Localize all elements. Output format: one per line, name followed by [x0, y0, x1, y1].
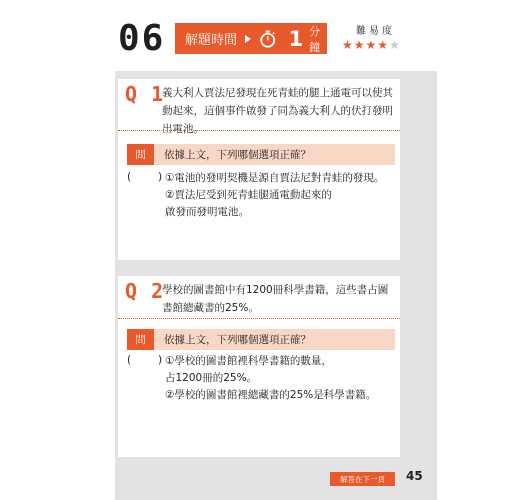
star-filled-icon: ★ — [365, 38, 378, 52]
ask-text: 依據上文，下列哪個選項正確？ — [164, 149, 311, 161]
option-2: ②賈法尼受到死青蛙腿通電動起來的啟發而發明電池。 — [165, 189, 332, 218]
answer-blank-close: ) — [158, 171, 163, 183]
ask-tag: 問 — [127, 329, 154, 350]
divider — [118, 130, 400, 131]
question-card-1 — [118, 79, 400, 260]
difficulty-label: 難易度 — [356, 26, 395, 37]
option-1: ①學校的圖書館裡科學書籍的數量，占1200冊的25%。 — [165, 355, 332, 384]
lesson-number: 06 — [118, 18, 166, 59]
ask-tag: 問 — [127, 144, 154, 165]
question-label: Q 2 — [125, 279, 165, 303]
difficulty-stars — [342, 38, 401, 52]
next-page-label: 解答在下一頁 — [330, 472, 395, 486]
page-number: 45 — [406, 469, 423, 483]
ask-bar — [127, 329, 395, 350]
ask-bar — [127, 144, 395, 165]
timer-value: 1 — [288, 26, 304, 51]
question-card-2 — [118, 276, 400, 457]
timer-banner — [175, 23, 327, 54]
star-filled-icon: ★ — [342, 38, 354, 52]
star-filled-icon: ★ — [377, 38, 390, 52]
timer-label: 解題時間 — [185, 33, 238, 48]
ask-text: 依據上文，下列哪個選項正確？ — [164, 334, 311, 346]
star-filled-icon: ★ — [353, 38, 366, 52]
answer-blank-open: ( — [127, 354, 132, 366]
divider — [118, 318, 400, 319]
answer-blank-open: ( — [127, 171, 132, 183]
stopwatch-icon — [258, 27, 277, 51]
option-1: ①電池的發明契機是源自賈法尼對青蛙的發現。 — [165, 172, 385, 184]
option-2: ②學校的圖書館裡總藏書的25%是科學書籍。 — [165, 389, 377, 401]
question-label: Q 1 — [125, 82, 165, 106]
question-text: 學校的圖書館中有1200冊科學書籍，這些書占圖書館總藏書的25%。 — [162, 284, 389, 314]
play-icon — [245, 35, 251, 43]
question-text: 義大利人賈法尼發現在死青蛙的腿上通電可以使其動起來，這個事件啟發了同為義大利人的伏打發明出電池。 — [162, 87, 393, 135]
timer-unit: 分鐘 — [309, 24, 321, 54]
answer-blank-close: ) — [158, 354, 163, 366]
star-empty-icon: ★ — [389, 38, 401, 52]
